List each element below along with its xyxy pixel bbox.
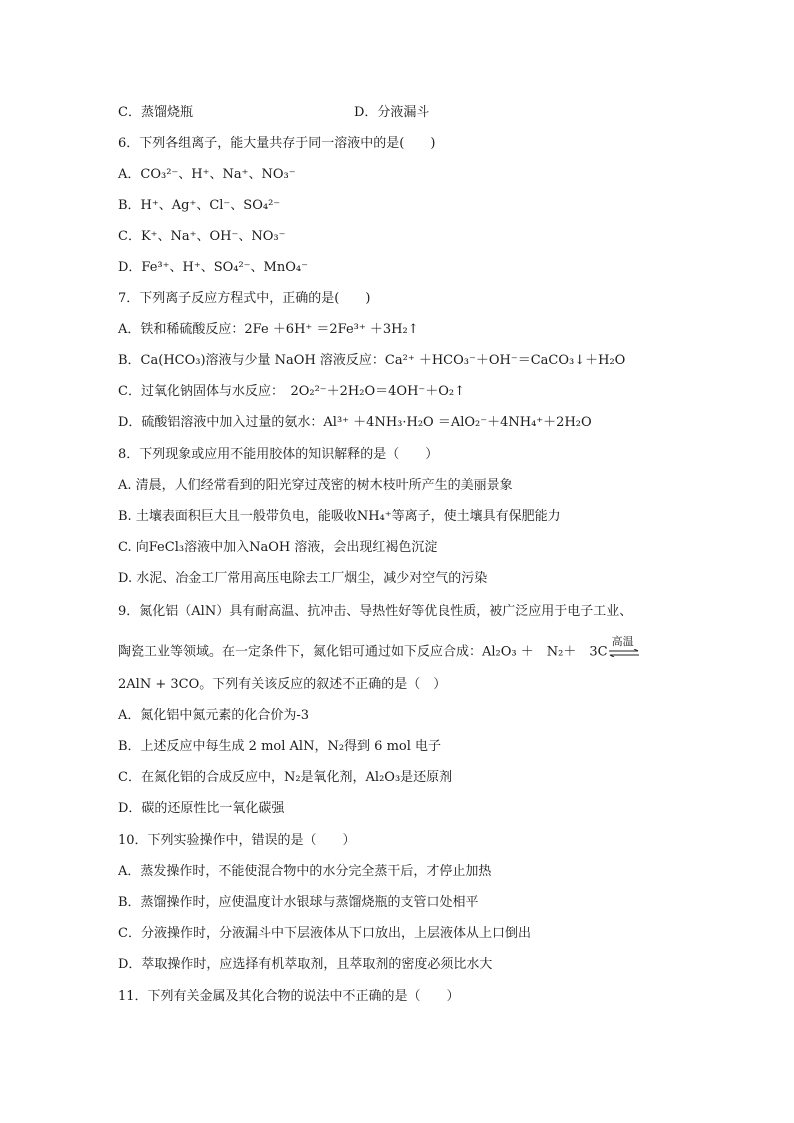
q9-option-c: C．在氮化铝的合成反应中，N₂是氧化剂，Al₂O₃是还原剂 — [118, 770, 453, 785]
q6-option-d: D．Fe³⁺、H⁺、SO₄²⁻、MnO₄⁻ — [118, 260, 308, 275]
q6-stem: 6．下列各组离子，能大量共存于同一溶液中的是( ) — [118, 136, 436, 151]
q10-option-d: D．萃取操作时，应选择有机萃取剂，且萃取剂的密度必须比水大 — [118, 957, 493, 972]
q9-stem-line2 — [118, 635, 642, 662]
q10-option-a: A．蒸发操作时，不能使混合物中的水分完全蒸干后，才停止加热 — [118, 864, 492, 879]
q11-stem: 11．下列有关金属及其化合物的说法中不正确的是（ ） — [118, 989, 460, 1004]
q8-option-b: B. 土壤表面积巨大且一般带负电，能吸收NH₄⁺等离子，使土壤具有保肥能力 — [118, 509, 561, 524]
q7-option-d: D．硫酸铝溶液中加入过量的氨水：Al³⁺ ＋4NH₃·H₂O ＝AlO₂⁻＋4NH₄⁺＋2H₂O — [118, 415, 592, 430]
q7-stem: 7．下列离子反应方程式中，正确的是( ) — [118, 291, 371, 306]
q8-stem: 8．下列现象或应用不能用胶体的知识解释的是（ ） — [118, 447, 439, 462]
q6-option-a: A．CO₃²⁻、H⁺、Na⁺、NO₃⁻ — [118, 167, 296, 182]
q7-option-c: C．过氧化钠固体与水反应： 2O₂²⁻＋2H₂O＝4OH⁻＋O₂↑ — [118, 384, 466, 399]
q9-option-d: D．碳的还原性比一氧化碳强 — [118, 801, 285, 816]
q6-option-c: C．K⁺、Na⁺、OH⁻、NO₃⁻ — [118, 229, 286, 244]
q9-stem-line3: 2AlN + 3CO。下列有关该反应的叙述不正确的是（ ） — [118, 677, 447, 692]
q6-option-b: B．H⁺、Ag⁺、Cl⁻、SO₄²⁻ — [118, 198, 281, 213]
q5-option-c: C．蒸馏烧瓶 — [118, 105, 193, 120]
q8-option-a: A. 清晨，人们经常看到的阳光穿过茂密的树木枝叶所产生的美丽景象 — [118, 478, 513, 493]
q10-stem: 10．下列实验操作中，错误的是（ ） — [118, 833, 356, 848]
q5-option-d: D．分液漏斗 — [354, 105, 430, 120]
q8-option-c: C. 向FeCl₃溶液中加入NaOH 溶液，会出现红褐色沉淀 — [118, 540, 438, 555]
q10-option-b: B．蒸馏操作时，应使温度计水银球与蒸馏烧瓶的支管口处相平 — [118, 895, 479, 910]
q10-option-c: C．分液操作时，分液漏斗中下层液体从下口放出，上层液体从上口倒出 — [118, 926, 531, 941]
q9-option-b: B．上述反应中每生成 2 mol AlN，N₂得到 6 mol 电子 — [118, 739, 442, 754]
q8-option-d: D. 水泥、冶金工厂常用高压电除去工厂烟尘，减少对空气的污染 — [118, 571, 488, 586]
q5-options-cd — [118, 104, 429, 122]
q7-option-b: B．Ca(HCO₃)溶液与少量 NaOH 溶液反应：Ca²⁺ ＋HCO₃⁻＋OH⁻＝CaCO₃↓＋H₂O — [118, 353, 626, 368]
q7-option-a: A．铁和稀硫酸反应：2Fe ＋6H⁺ ＝2Fe³⁺ ＋3H₂↑ — [118, 322, 419, 337]
q9-option-a: A．氮化铝中氮元素的化合价为-3 — [118, 708, 310, 723]
reversible-arrow-icon — [608, 635, 642, 661]
q9-stem-line1: 9．氮化铝（AlN）具有耐高温、抗冲击、导热性好等优良性质，被广泛应用于电子工业、 — [118, 604, 633, 619]
q9-reaction-text: 陶瓷工业等领域。在一定条件下，氮化铝可通过如下反应合成：Al₂O₃ ＋ N₂＋ 3C — [118, 644, 608, 660]
reaction-condition: 高温 — [611, 635, 634, 648]
